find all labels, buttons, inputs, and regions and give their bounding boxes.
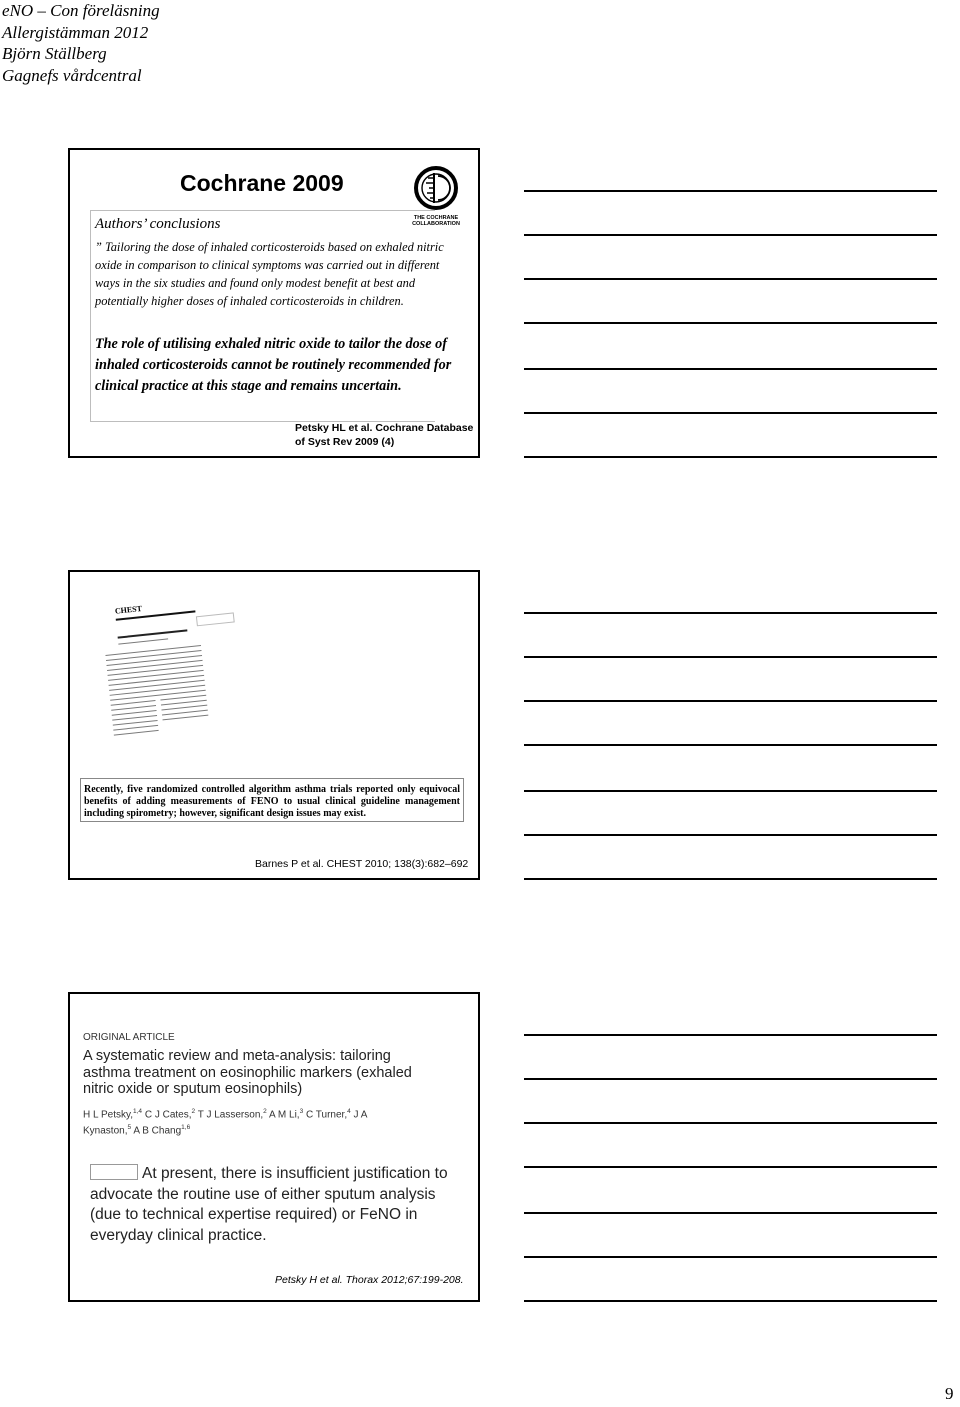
conclusions-quote: ” Tailoring the dose of inhaled corticosteroids based on exhaled nitric oxide in comparison to clinical symptoms was carried out in different ways in the six studies and found only modest benefit at best and potentially higher doses of inhaled corticosteroids in children. xyxy=(95,240,444,308)
article-authors: H L Petsky,$^{1,4}$ C J Cates,$^2$ T J Lasserson,$^2$ A M Li,$^3$ C Turner,$^4$ J A Kynaston,$^5$ A B Chang$^{1,6}$ xyxy=(83,1108,367,1137)
header-title: eNO – Con föreläsning xyxy=(2,1,160,20)
chest-excerpt xyxy=(80,778,464,822)
article-title: A systematic review and meta-analysis: tailoring asthma treatment on eosinophilic markers (exhaled nitric oxide or sputum eosinophils) xyxy=(83,1048,412,1097)
journal-label: CHEST xyxy=(114,603,143,616)
logo-text-1: THE COCHRANE xyxy=(413,215,459,221)
present-statement xyxy=(90,1164,460,1246)
slide-title: Cochrane 2009 xyxy=(180,170,344,196)
header-affiliation: Gagnefs vårdcentral xyxy=(2,65,142,85)
journal-thumbnail xyxy=(93,583,217,753)
citation-line-2: of Syst Rev 2009 (4) xyxy=(295,436,395,448)
logo-text-2: COLLABORATION xyxy=(412,221,460,227)
cochrane-logo-icon xyxy=(414,166,458,210)
article-label: ORIGINAL ARTICLE xyxy=(83,1032,175,1043)
slide-cochrane-2009 xyxy=(68,148,480,458)
slide1-citation xyxy=(295,421,473,449)
statement-box xyxy=(90,1164,138,1180)
slide-thorax-2012 xyxy=(68,992,480,1302)
citation-line-1: Petsky HL et al. Cochrane Database xyxy=(295,422,474,434)
present-text: At present, there is insufficient justification to advocate the routine use of either sputum analysis (due to technical expertise required) or FeNO in everyday clinical practice. xyxy=(90,1165,448,1244)
page-header xyxy=(2,0,160,86)
slide-chest-2010 xyxy=(68,570,480,880)
slide3-citation: Petsky H et al. Thorax 2012;67:199-208. xyxy=(275,1274,464,1286)
excerpt-text: Recently, five randomized controlled algorithm asthma trials reported only equivocal benefits of adding measurements of FENO to usual clinical guideline management including spirometry; however, significant design issues may exist. xyxy=(84,784,460,819)
header-author: Björn Ställberg xyxy=(2,44,107,63)
page-number: 9 xyxy=(945,1384,954,1403)
conclusions-role: The role of utilising exhaled nitric oxide to tailor the dose of inhaled corticosteroids cannot be routinely recommended for clinical practice at this stage and remains uncertain. xyxy=(95,336,452,394)
conclusions-heading: Authors’ conclusions xyxy=(95,216,221,232)
journal-header-box xyxy=(196,612,235,626)
header-event: Allergistämman 2012 xyxy=(2,22,149,42)
slide2-citation: Barnes P et al. CHEST 2010; 138(3):682–692 xyxy=(255,858,469,870)
